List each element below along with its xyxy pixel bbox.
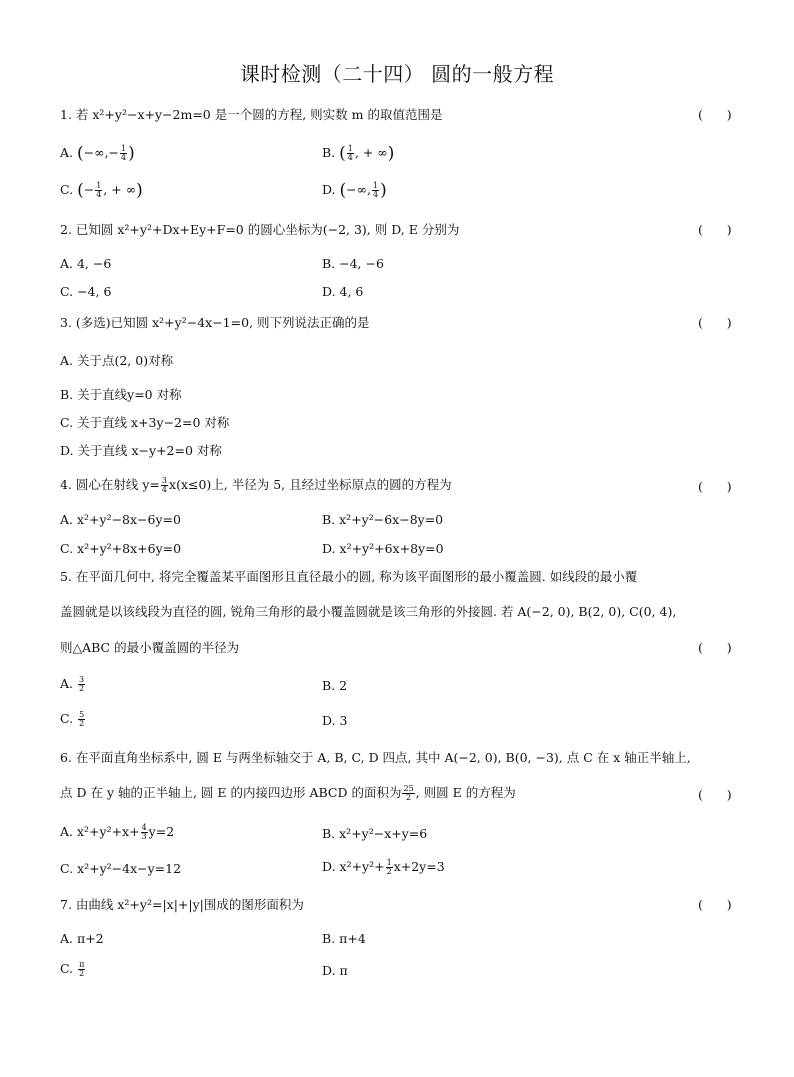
question-3-option-a: A. 关于点(2, 0)对称 — [60, 353, 174, 368]
question-3-option-d: D. 关于直线 x−y+2=0 对称 — [60, 443, 222, 458]
question-7-option-a: A. π+2 — [60, 931, 104, 946]
question-2-option-c: C. −4, 6 — [60, 284, 112, 299]
question-1-option-d: D. (−∞, $\frac{1}{4}$ ) — [322, 180, 387, 201]
answer-paren-1: ( ) — [698, 107, 732, 122]
answer-paren-7: ( ) — [698, 897, 732, 912]
question-1-option-b: B. ( $\frac{1}{4}$ , + ∞) — [322, 143, 395, 164]
question-5-option-b: B. 2 — [322, 678, 348, 693]
question-4-option-d: D. x²+y²+6x+8y=0 — [322, 541, 444, 556]
question-4-option-c: C. x²+y²+8x+6y=0 — [60, 541, 182, 556]
question-2-option-b: B. −4, −6 — [322, 256, 384, 271]
question-1-option-c: C. (− $\frac{1}{4}$ , + ∞) — [60, 180, 143, 201]
question-4-option-a: A. x²+y²−8x−6y=0 — [60, 512, 181, 527]
question-6-text-line-2: 点 D 在 y 轴的正半轴上, 圆 E 的内接四边形 ABCD 的面积为 $\frac{25}{2}$ , 则圆 E 的方程为 — [60, 784, 516, 802]
answer-paren-3: ( ) — [698, 315, 732, 330]
question-7-option-d: D. π — [322, 963, 348, 978]
question-5-option-c: C. $\frac{5}{2}$ — [60, 710, 85, 728]
page-title: 课时检测（二十四） 圆的一般方程 — [239, 62, 555, 86]
question-6-text-line-1: 6. 在平面直角坐标系中, 圆 E 与两坐标轴交于 A, B, C, D 四点, 其中 A(−2, 0), B(0, −3), 点 C 在 x 轴正半轴上, — [60, 750, 691, 765]
question-7-option-b: B. π+4 — [322, 931, 366, 946]
question-4-text: 4. 圆心在射线 y= $\frac{3}{4}$ x(x≤0)上, 半径为 5, 且经过坐标原点的圆的方程为 — [60, 476, 452, 494]
question-7-text: 7. 由曲线 x²+y²=|x|+|y|围成的图形面积为 — [60, 897, 304, 912]
question-2-option-d: D. 4, 6 — [322, 284, 364, 299]
answer-paren-2: ( ) — [698, 222, 732, 237]
question-7-option-c: C. $\frac{\pi}{2}$ — [60, 960, 85, 978]
question-5-option-d: D. 3 — [322, 713, 348, 728]
question-6-option-d: D. x²+y²+ $\frac{1}{2}$ x+2y=3 — [322, 858, 445, 876]
answer-paren-6: ( ) — [698, 787, 732, 802]
question-3-text: 3. (多选)已知圆 x²+y²−4x−1=0, 则下列说法正确的是 — [60, 315, 370, 330]
question-1-option-a: A. (−∞,− $\frac{1}{4}$ ) — [60, 143, 135, 164]
question-6-option-b: B. x²+y²−x+y=6 — [322, 826, 428, 841]
question-3-option-b: B. 关于直线y=0 对称 — [60, 387, 182, 402]
answer-paren-5: ( ) — [698, 640, 732, 655]
question-5-text-line-3: 则△ABC 的最小覆盖圆的半径为 — [60, 640, 240, 655]
question-4-option-b: B. x²+y²−6x−8y=0 — [322, 512, 444, 527]
question-6-option-c: C. x²+y²−4x−y=12 — [60, 861, 182, 876]
question-2-text: 2. 已知圆 x²+y²+Dx+Ey+F=0 的圆心坐标为(−2, 3), 则 D, E 分别为 — [60, 222, 460, 237]
question-5-option-a: A. $\frac{3}{2}$ — [60, 675, 85, 693]
question-5-text-line-1: 5. 在平面几何中, 将完全覆盖某平面图形且直径最小的圆, 称为该平面图形的最小覆盖圆. 如线段的最小覆 — [60, 569, 638, 584]
question-3-option-c: C. 关于直线 x+3y−2=0 对称 — [60, 415, 230, 430]
question-2-option-a: A. 4, −6 — [60, 256, 112, 271]
question-6-option-a: A. x²+y²+x+ $\frac{4}{3}$ y=2 — [60, 823, 175, 841]
question-5-text-line-2: 盖圆就是以该线段为直径的圆, 锐角三角形的最小覆盖圆就是该三角形的外接圆. 若 A(−2, 0), B(2, 0), C(0, 4), — [60, 604, 677, 619]
answer-paren-4: ( ) — [698, 479, 732, 494]
question-1-text: 1. 若 x²+y²−x+y−2m=0 是一个圆的方程, 则实数 m 的取值范围是 — [60, 107, 443, 122]
